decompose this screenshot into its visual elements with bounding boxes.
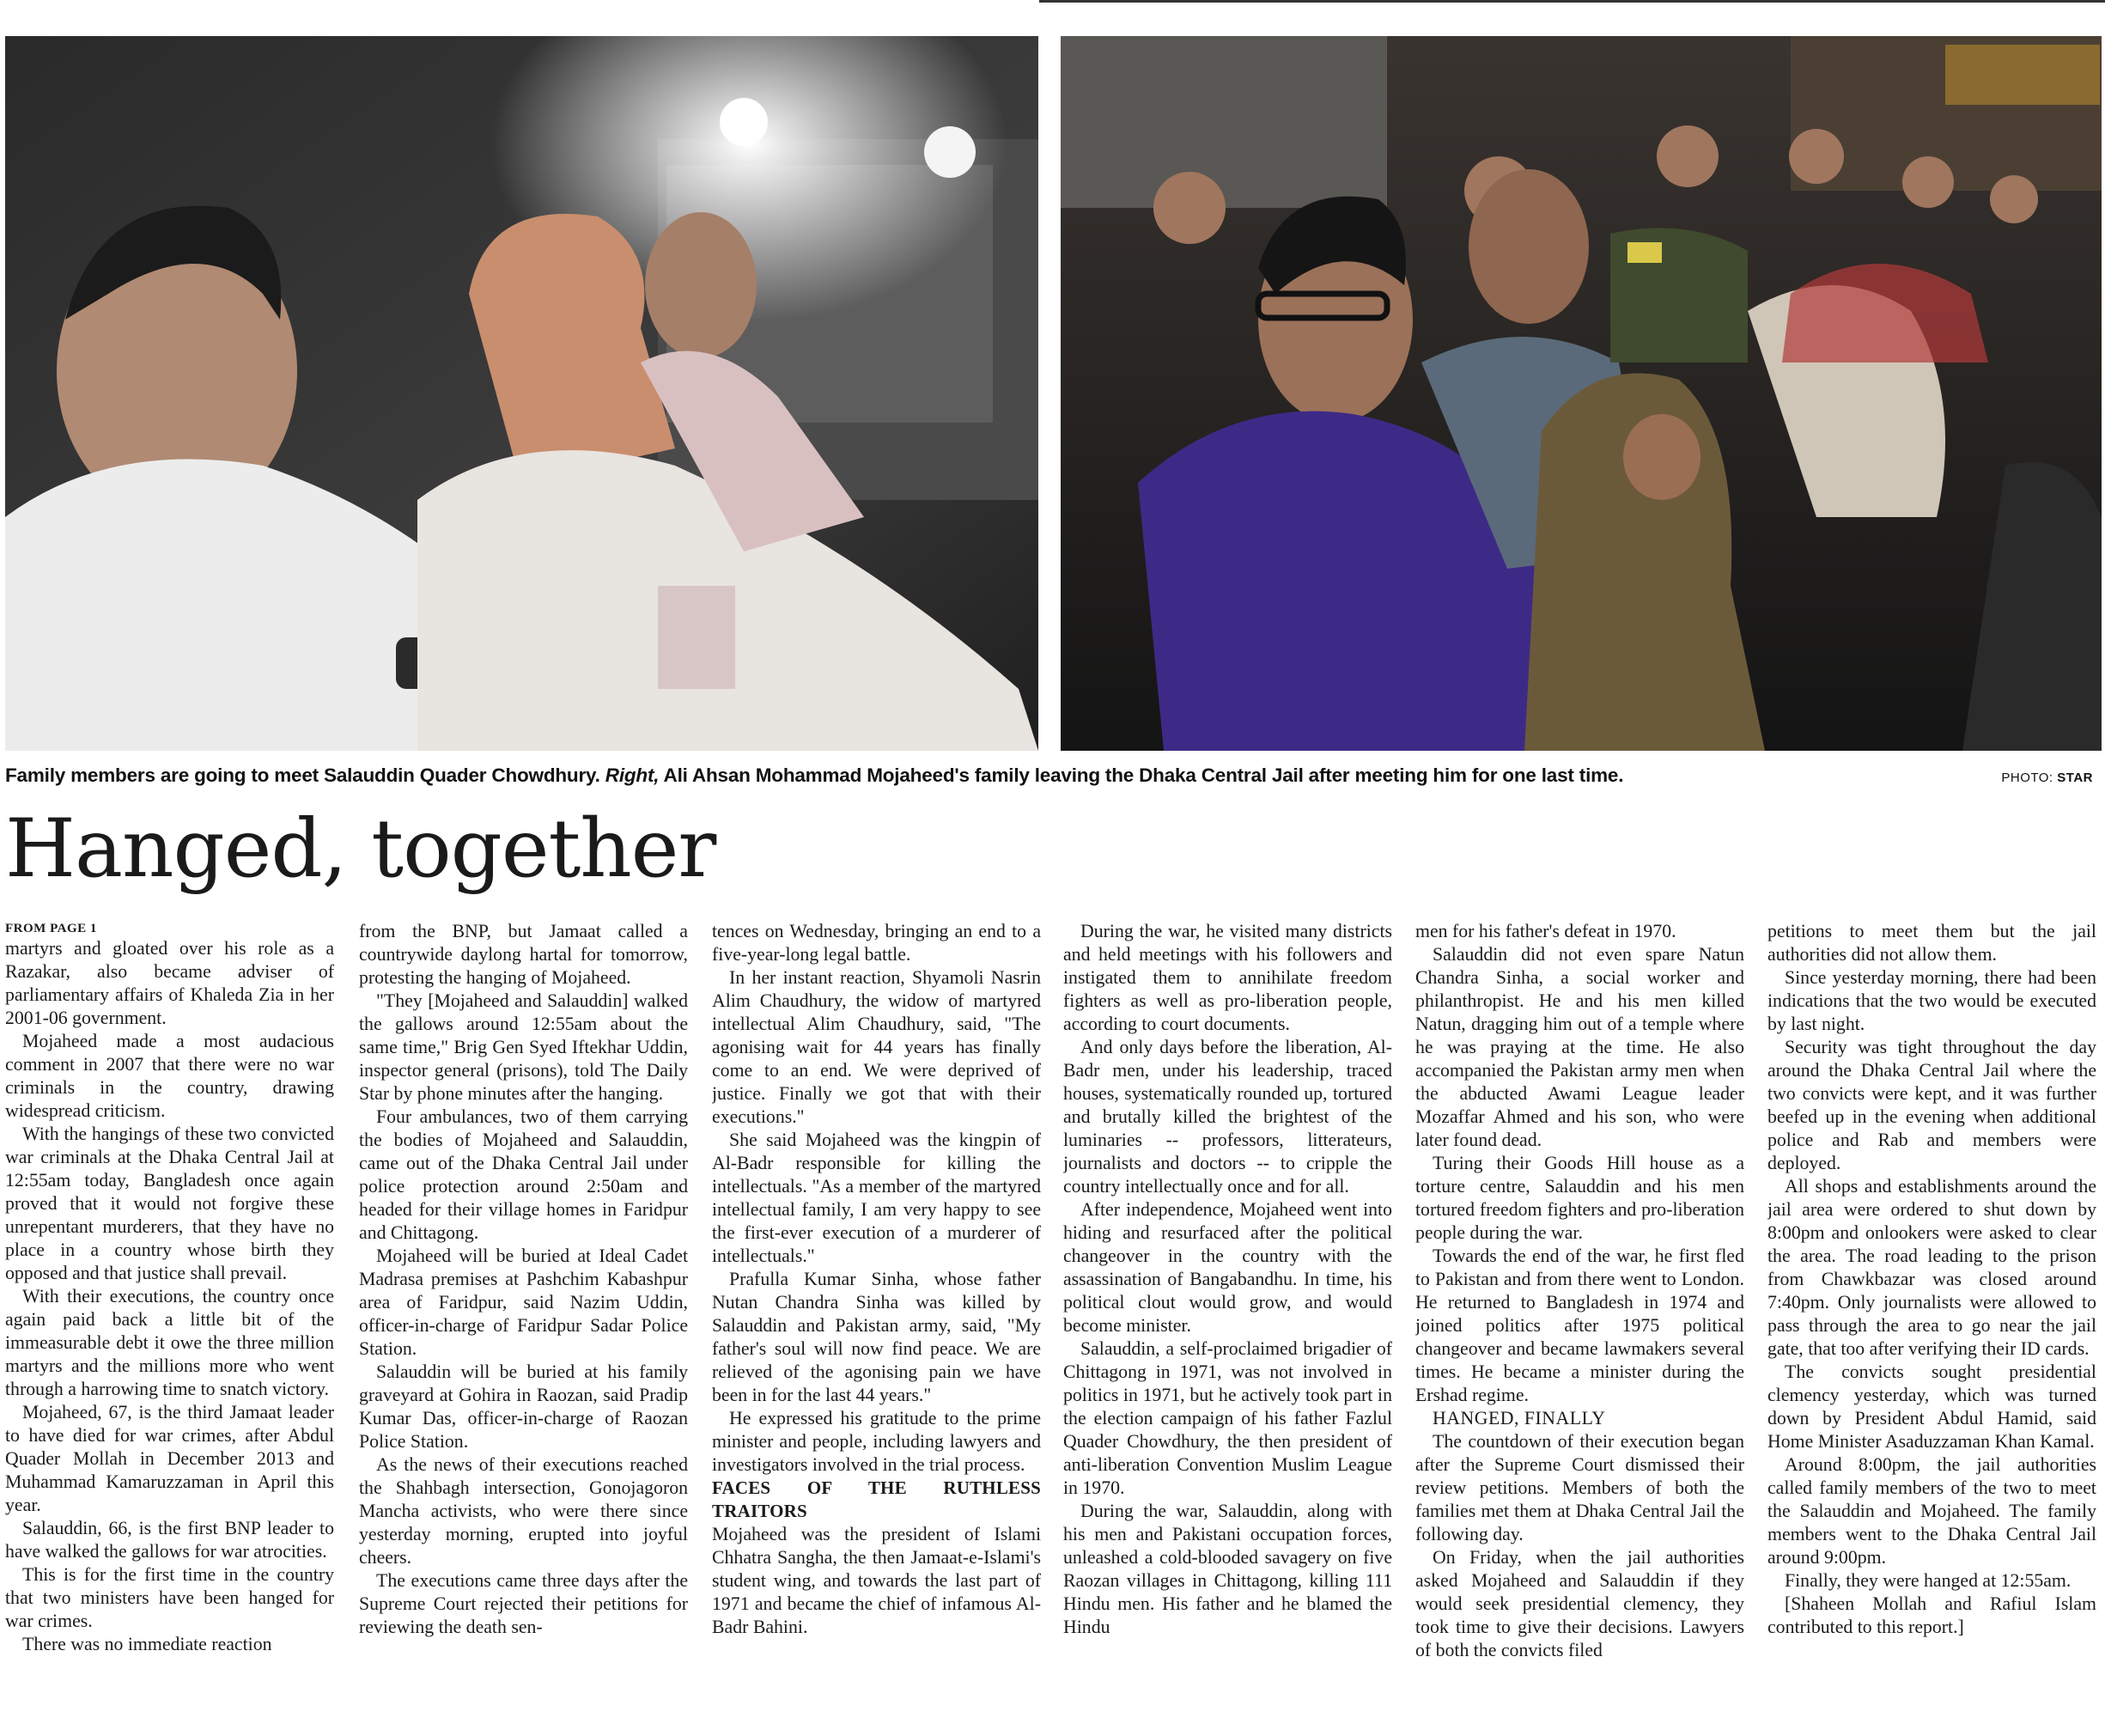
paragraph: Mojaheed was the president of Islami Chhatra Sangha, the then Jamaat-e-Islami's student wing, and towards the last part of 1971 and became the chief of infamous Al-Badr Bahini. <box>712 1524 1041 1637</box>
article-column-3 <box>712 920 1041 1733</box>
paragraph: She said Mojaheed was the kingpin of Al-Badr responsible for killing the intellectuals. "As a member of the martyred intellectual family, I am very happy to see the first-ever execution of a murderer of intellectuals." <box>712 1130 1041 1266</box>
paragraph: Finally, they were hanged at 12:55am. <box>1785 1570 2072 1591</box>
paragraph: Mojaheed made a most audacious comment in 2007 that there were no war criminals in the country, drawing widespread criticism. <box>5 1031 334 1121</box>
paragraph: After independence, Mojaheed went into hiding and resurfaced after the political changeover in the country with the assassination of Bangabandhu. In time, his political clout would grow, and would become minister. <box>1063 1199 1392 1336</box>
paragraph: During the war, he visited many districts and held meetings with his followers and instigated them to annihilate freedom fighters as well as pro-liberation people, according to court documents. <box>1063 921 1392 1034</box>
credit-label: PHOTO: <box>2001 771 2053 785</box>
photo-family-leaving-jail-icon <box>1061 36 2102 751</box>
paragraph: He expressed his gratitude to the prime minister and people, including lawyers and investigators involved in the trial process. <box>712 1408 1041 1475</box>
caption-rest: Ali Ahsan Mohammad Mojaheed's family leaving the Dhaka Central Jail after meeting him for one last time. <box>663 764 1624 786</box>
paragraph: Mojaheed will be buried at Ideal Cadet Madrasa premises at Pashchim Kabashpur area of Faridpur, said Nazim Uddin, officer-in-charge of Faridpur Sadar Police Station. <box>359 1246 688 1359</box>
paragraph: All shops and establishments around the jail area were ordered to shut down by 8:00pm and onlookers were asked to clear the area. The road leading to the prison from Chawkbazar was closed around 7:40pm. Only journalists were allowed to pass through the area to go near the jail gate, that too after verifying their ID cards. <box>1767 1176 2096 1359</box>
kicker: FROM PAGE 1 <box>5 922 97 935</box>
paragraph: Salauddin will be buried at his family graveyard at Gohira in Raozan, said Pradip Kumar Das, officer-in-charge of Raozan Police Station. <box>359 1361 688 1452</box>
paragraph: Around 8:00pm, the jail authorities called family members of the two to meet the Salauddin and Mojaheed. The family members went to the Dhaka Central Jail around 9:00pm. <box>1767 1454 2096 1568</box>
photo-credit <box>2001 771 2093 785</box>
top-rule <box>1039 0 2105 3</box>
headline: Hanged, together <box>5 802 716 896</box>
paragraph: With the hangings of these two convicted war criminals at the Dhaka Central Jail at 12:55am today, Bangladesh once again proved that it would not forgive these unrepentant murderers, that they have no place in a country whose birth they opposed and that justice shall prevail. <box>5 1124 334 1283</box>
photo-caption <box>5 764 1895 787</box>
subhead-faces-of-traitors: FACES OF THE RUTHLESS TRAITORS <box>712 1477 1041 1521</box>
paragraph: There was no immediate reaction <box>22 1634 272 1654</box>
article-column-6 <box>1767 920 2096 1733</box>
paragraph: Salauddin, a self-proclaimed brigadier of Chittagong in 1971, was not involved in politics in 1971, but he actively took part in the election campaign of his father Fazlul Quader Chowdhury, the then president of anti-liberation Convention Muslim League in 1970. <box>1063 1338 1392 1498</box>
paragraph: The convicts sought presidential clemency yesterday, which was turned down by President Abdul Hamid, said Home Minister Asaduzzaman Khan Kamal. <box>1767 1361 2096 1452</box>
paragraph: tences on Wednesday, bringing an end to a five-year-long legal battle. <box>712 921 1041 965</box>
paragraph: This is for the first time in the country that two ministers have been hanged for war crimes. <box>5 1564 334 1631</box>
paragraph: Mojaheed, 67, is the third Jamaat leader to have died for war crimes, after Abdul Quader Mollah in December 2013 and Muhammad Kamaruzzaman in April this year. <box>5 1402 334 1515</box>
paragraph: The countdown of their execution began after the Supreme Court dismissed their review petitions. Members of both the families met them at Dhaka Central Jail the following day. <box>1415 1431 1744 1544</box>
article-column-2 <box>359 920 688 1733</box>
subhead-hanged-finally: HANGED, FINALLY <box>1433 1408 1606 1428</box>
credit-source: STAR <box>2057 771 2093 785</box>
paragraph: On Friday, when the jail authorities asked Mojaheed and Salauddin if they would seek presidential clemency, they took time to give their decisions. Lawyers of both the convicts filed <box>1415 1547 1744 1660</box>
paragraph: [Shaheen Mollah and Rafiul Islam contributed to this report.] <box>1767 1593 2096 1637</box>
paragraph: men for his father's defeat in 1970. <box>1415 921 1676 941</box>
paragraph: martyrs and gloated over his role as a Razakar, also became adviser of parliamentary affairs of Khaleda Zia in her 2001-06 government. <box>5 938 334 1028</box>
paragraph: petitions to meet them but the jail authorities did not allow them. <box>1767 921 2096 965</box>
paragraph: The executions came three days after the Supreme Court rejected their petitions for reviewing the death sen- <box>359 1570 688 1637</box>
photo-family-leaving-jail <box>1061 36 2102 751</box>
paragraph: from the BNP, but Jamaat called a countrywide daylong hartal for tomorrow, protesting the hanging of Mojaheed. <box>359 921 688 988</box>
paragraph: In her instant reaction, Shyamoli Nasrin Alim Chaudhury, the widow of martyred intellectual Alim Chaudhury, said, "The agonising wait for 44 years has finally come to an end. We were deprived of justice. Finally we got that with their executions." <box>712 967 1041 1127</box>
paragraph: Since yesterday morning, there had been indications that the two would be executed by last night. <box>1767 967 2096 1034</box>
paragraph: Towards the end of the war, he first fled to Pakistan and from there went to London. He returned to Bangladesh in 1974 and joined politics after 1975 political changeover and became lawmakers several times. He became a minister during the Ershad regime. <box>1415 1246 1744 1405</box>
article-column-4 <box>1063 920 1392 1733</box>
paragraph: Salauddin, 66, is the first BNP leader to have walked the gallows for war atrocities. <box>5 1518 334 1562</box>
photo-family-in-car-icon <box>5 36 1038 751</box>
paragraph: "They [Mojaheed and Salauddin] walked the gallows around 12:55am about the same time," Brig Gen Syed Iftekhar Uddin, inspector general (prisons), told The Daily Star by phone minutes after the hanging. <box>359 990 688 1104</box>
paragraph: Salauddin did not even spare Natun Chandra Sinha, a social worker and philanthropist. He and his men killed Natun, dragging him out of a temple where he was praying at the time. He also accompanied the Pakistan army men when the abducted Awami League leader Mozaffar Ahmed and his son, who were later found dead. <box>1415 944 1744 1150</box>
paragraph: During the war, Salauddin, along with his men and Pakistani occupation forces, unleashed a cold-blooded savagery on five Raozan villages in Chittagong, killing 111 Hindu men. His father and he blamed the Hindu <box>1063 1501 1392 1637</box>
paragraph: Security was tight throughout the day around the Dhaka Central Jail where the two convicts were kept, and it was further beefed up in the evening when additional police and Rab and members were deployed. <box>1767 1037 2096 1173</box>
caption-right-word: Right, <box>605 764 660 786</box>
paragraph: Turing their Goods Hill house as a torture centre, Salauddin and his men tortured freedom fighters and pro-liberation people during the war. <box>1415 1153 1744 1243</box>
paragraph: As the news of their executions reached the Shahbagh intersection, Gonojagoron Mancha activists, who were there since yesterday morning, erupted into joyful cheers. <box>359 1454 688 1568</box>
caption-lead: Family members are going to meet Salauddin Quader Chowdhury. <box>5 764 600 786</box>
article-column-5 <box>1415 920 1744 1733</box>
paragraph: And only days before the liberation, Al-Badr men, under his leadership, traced houses, systematically rounded up, tortured and brutally killed the brightest of the luminaries -- professors, litterateurs, journalists and doctors -- to cripple the country intellectually once and for all. <box>1063 1037 1392 1197</box>
photo-family-in-car <box>5 36 1038 751</box>
article-column-1 <box>5 920 334 1733</box>
paragraph: With their executions, the country once again paid back a little bit of the immeasurable debt it owe the three million martyrs and the millions more who went through a harrowing time to snatch victory. <box>5 1286 334 1399</box>
paragraph: Prafulla Kumar Sinha, whose father Nutan Chandra Sinha was killed by Salauddin and Pakistan army, said, "My father's soul will now find peace. We are relieved of the agonising pain we have been in for the last 44 years." <box>712 1269 1041 1405</box>
paragraph: Four ambulances, two of them carrying the bodies of Mojaheed and Salauddin, came out of the Dhaka Central Jail under police protection around 2:50am and headed for their village homes in Faridpur and Chittagong. <box>359 1106 688 1243</box>
